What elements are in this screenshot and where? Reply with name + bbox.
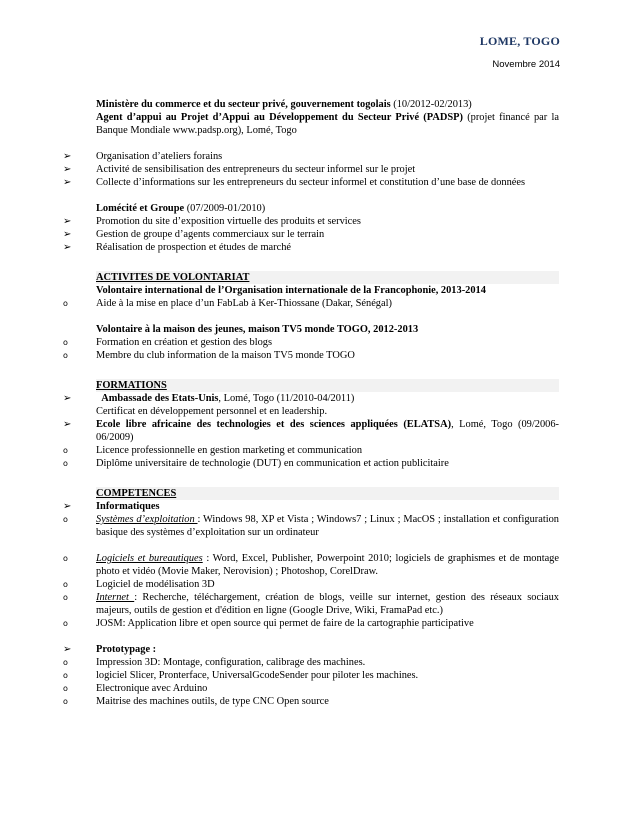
exp1-desc: (projet financé par la Banque Mondiale www.padsp.org), Lomé, Togo [96,112,559,136]
circle-bullet-icon: o [63,619,68,628]
list-item: o JOSM: Application libre et open source qui permet de faire de la cartographie participative [63,618,474,629]
header-city: LOME, TOGO [479,34,560,48]
competences-proto-title: ➢ Prototypage : [63,644,157,655]
exp2-org: Lomécité et Groupe [96,203,185,214]
volunteer-role-1: Volontaire international de l’Organisation internationale de la Francophonie, 2013-2014 [96,285,486,296]
formation-2: ➢ Ecole libre africaine des technologies et des sciences appliquées (ELATSA), Lomé, Togo (09/2006-06/2009) [63,419,559,443]
circle-bullet-icon: o [63,446,68,455]
formations-section-heading: FORMATIONS [63,379,559,392]
list-item: ➢ Réalisation de prospection et études de marché [63,242,292,253]
arrow-bullet-icon: ➢ [63,393,72,404]
list-item: ➢ Promotion du site d’exposition virtuelle des produits et services [63,216,361,227]
arrow-bullet-icon: ➢ [63,501,72,512]
arrow-bullet-icon: ➢ [63,229,72,240]
exp1-role: Agent d’appui au Projet d’Appui au Développement du Secteur Privé (PADSP) [96,112,463,123]
list-item: o Internet : Recherche, téléchargement, création de blogs, veille sur internet, gestion des réseaux sociaux majeurs, outils de gestion et d'édition en ligne (Google Drive, Wiki, FramaPad etc.) [63,592,559,616]
list-item: o Membre du club information de la maison TV5 monde TOGO [63,350,355,361]
list-item: ➢ Gestion de groupe d’agents commerciaux sur le terrain [63,229,325,240]
list-item: o Aide à la mise en place d’un FabLab à Ker-Thiossane (Dakar, Sénégal) [63,298,392,309]
competences-section-heading: COMPETENCES [63,487,559,500]
list-item: o logiciel Slicer, Pronterface, UniversalGcodeSender pour piloter les machines. [63,670,419,681]
exp2-heading [63,202,559,215]
formation-1-org: Ambassade des Etats-Unis [101,393,219,404]
list-item: o Logiciels et bureautiques : Word, Excel, Publisher, Powerpoint 2010; logiciels de graphismes et de montage photo et vidéo (Movie Maker, Nerovision) ; Photoshop, CorelDraw. [63,553,559,577]
list-item: ➢ Collecte d’informations sur les entrepreneurs du secteur informel et constitution d’une base de données [63,177,526,188]
list-item: ➢ Activité de sensibilisation des entrepreneurs du secteur informel sur le projet [63,164,416,175]
competences-info-title: ➢ Informatiques [63,501,160,512]
circle-bullet-icon: o [63,554,68,563]
volunteer-section-heading: ACTIVITES DE VOLONTARIAT [63,271,559,284]
exp1-period: (10/2012-02/2013) [390,99,472,110]
circle-bullet-icon: o [63,671,68,680]
list-item: o Impression 3D: Montage, configuration, calibrage des machines. [63,657,366,668]
circle-bullet-icon: o [63,459,68,468]
circle-bullet-icon: o [63,684,68,693]
circle-bullet-icon: o [63,338,68,347]
cv-body [63,98,559,708]
formation-1: ➢ Ambassade des Etats-Unis, Lomé, Togo (11/2010-04/2011) [63,393,355,404]
formation-2-org: Ecole libre africaine des technologies et des sciences appliquées (ELATSA) [96,419,452,430]
list-item: o Formation en création et gestion des blogs [63,337,273,348]
exp1-heading [63,98,559,137]
exp2-period: (07/2009-01/2010) [184,203,266,214]
circle-bullet-icon: o [63,515,68,524]
circle-bullet-icon: o [63,593,68,602]
formation-1-desc: Certificat en développement personnel et en leadership. [96,406,328,417]
circle-bullet-icon: o [63,351,68,360]
arrow-bullet-icon: ➢ [63,242,72,253]
list-item: ➢ Organisation d’ateliers forains [63,151,223,162]
list-item: o Systèmes d’exploitation : Windows 98, XP et Vista ; Windows7 ; Linux ; MacOS ; installation et configuration basique des systèmes d’exploitation sur un ordinateur [63,514,559,538]
arrow-bullet-icon: ➢ [63,419,72,430]
list-item: o Licence professionnelle en gestion marketing et communication [63,445,363,456]
arrow-bullet-icon: ➢ [63,151,72,162]
list-item: o Logiciel de modélisation 3D [63,579,215,590]
exp1-org: Ministère du commerce et du secteur privé, gouvernement togolais [96,99,391,110]
arrow-bullet-icon: ➢ [63,177,72,188]
circle-bullet-icon: o [63,697,68,706]
list-item: o Electronique avec Arduino [63,683,208,694]
arrow-bullet-icon: ➢ [63,164,72,175]
list-item: o Maitrise des machines outils, de type CNC Open source [63,696,329,707]
circle-bullet-icon: o [63,299,68,308]
arrow-bullet-icon: ➢ [63,216,72,227]
arrow-bullet-icon: ➢ [63,644,72,655]
circle-bullet-icon: o [63,658,68,667]
circle-bullet-icon: o [63,580,68,589]
volunteer-role-2: Volontaire à la maison des jeunes, maison TV5 monde TOGO, 2012-2013 [96,324,419,335]
header-date: Novembre 2014 [492,59,560,70]
list-item: o Diplôme universitaire de technologie (DUT) en communication et action publicitaire [63,458,449,469]
